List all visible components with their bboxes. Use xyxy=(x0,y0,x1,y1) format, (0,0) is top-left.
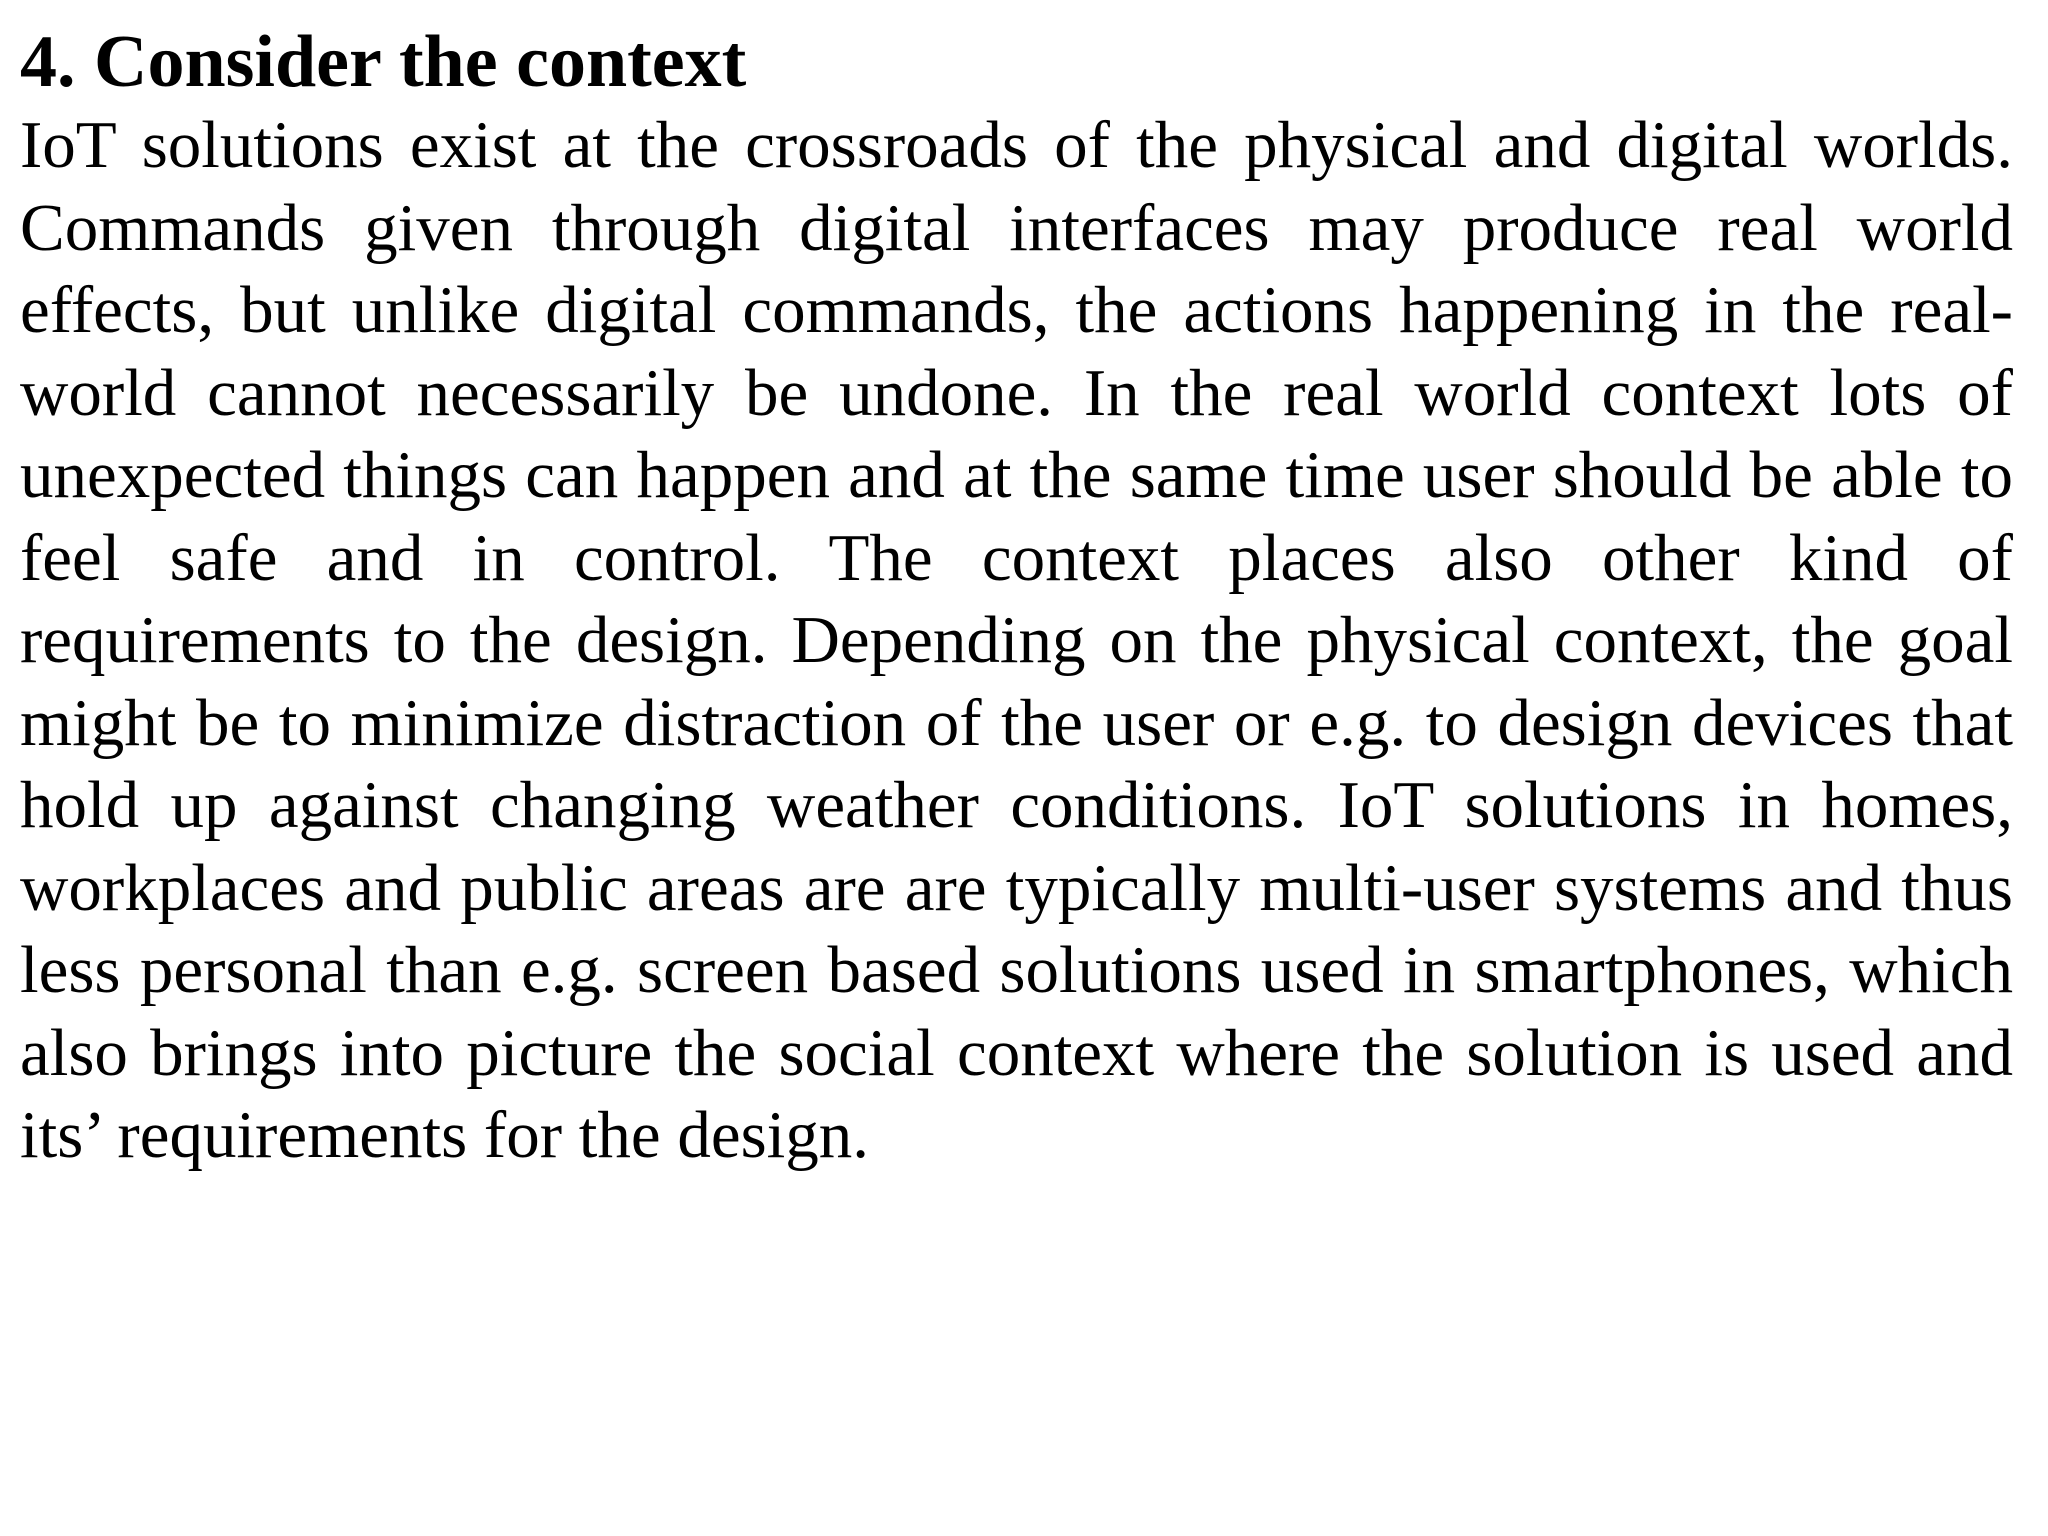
document-page xyxy=(20,0,2013,1177)
section-paragraph: IoT solutions exist at the crossroads of the physical and digital worlds. Commands given through digital interfaces may produce real world effects, but unlike digital commands, the actions happening in the real-world cannot necessarily be undone. In the real world context lots of unexpected things can happen and at the same time user should be able to feel safe and in control. The context places also other kind of requirements to the design. Depending on the physical context, the goal might be to minimize distraction of the user or e.g. to design devices that hold up against changing weather conditions. IoT solutions in homes, workplaces and public areas are are typically multi-user systems and thus less personal than e.g. screen based solutions used in smartphones, which also brings into picture the social context where the solution is used and its’ requirements for the design. xyxy=(20,108,2013,1172)
section-heading: 4. Consider the context xyxy=(20,21,747,103)
